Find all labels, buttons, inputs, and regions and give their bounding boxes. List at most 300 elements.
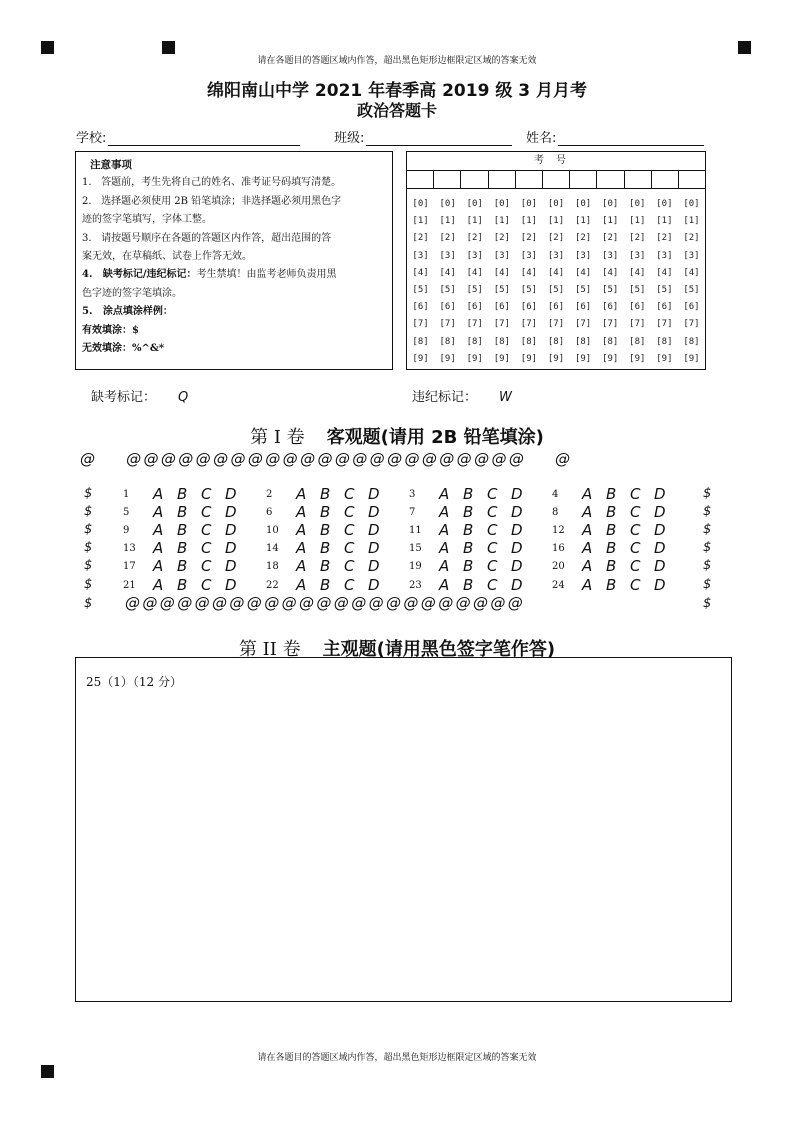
- exam-digit-bubble[interactable]: [4]: [412, 267, 429, 278]
- exam-digit-bubble[interactable]: [0]: [466, 199, 483, 209]
- instruction-3a: 3. 请按题号顺序在各题的答题区内作答，超出范围的答: [82, 232, 332, 244]
- exam-digit-bubble[interactable]: [0]: [439, 199, 456, 209]
- answer-option-bubble[interactable]: C: [201, 485, 212, 503]
- exam-digit-bubble[interactable]: [5]: [547, 284, 565, 295]
- answer-option-bubble[interactable]: D: [225, 503, 237, 521]
- school-input-line[interactable]: [108, 131, 300, 146]
- exam-digit-bubble[interactable]: [2]: [629, 233, 646, 244]
- timing-mark-right: $: [703, 540, 712, 555]
- exam-digit-bubble[interactable]: [3]: [520, 250, 538, 261]
- answer-option-bubble[interactable]: A: [582, 576, 593, 594]
- answer-option-bubble[interactable]: C: [344, 521, 355, 539]
- question-number: 14: [266, 542, 279, 554]
- answer-option-bubble[interactable]: D: [368, 576, 380, 594]
- exam-digit-bubble[interactable]: [7]: [493, 319, 510, 330]
- answer-option-bubble[interactable]: D: [654, 576, 666, 594]
- answer-option-bubble[interactable]: D: [654, 539, 666, 557]
- violation-mark[interactable]: [412, 386, 512, 405]
- page-subtitle: 政治答题卡: [356, 101, 437, 120]
- answer-option-bubble[interactable]: C: [201, 576, 212, 594]
- answer-option-bubble[interactable]: B: [606, 503, 617, 521]
- instruction-3b: 案无效，在草稿纸、试卷上作答无效。: [82, 251, 252, 263]
- exam-digit-bubble[interactable]: [0]: [574, 199, 592, 209]
- exam-digit-bubble[interactable]: [2]: [412, 233, 429, 244]
- exam-digit-bubble[interactable]: [1]: [547, 216, 565, 227]
- question-number: 17: [123, 560, 136, 572]
- exam-digit-bubble[interactable]: [1]: [439, 216, 456, 227]
- answer-option-bubble[interactable]: A: [439, 557, 450, 575]
- exam-number-write-cell[interactable]: [679, 171, 705, 188]
- exam-digit-bubble[interactable]: [5]: [574, 284, 592, 295]
- exam-digit-bubble[interactable]: [3]: [656, 250, 673, 261]
- alignment-marker-bottom-left: [41, 1065, 54, 1078]
- answer-option-bubble[interactable]: B: [606, 521, 617, 539]
- exam-digit-bubble[interactable]: [1]: [493, 216, 510, 227]
- exam-digit-bubble[interactable]: [2]: [493, 233, 510, 244]
- answer-option-bubble[interactable]: B: [177, 539, 188, 557]
- exam-digit-bubble[interactable]: [5]: [656, 284, 673, 295]
- question-number: 24: [552, 579, 565, 591]
- exam-number-column: [515, 196, 542, 368]
- instruction-5: 5. 涂点填涂样例：: [82, 306, 173, 318]
- exam-digit-bubble[interactable]: [3]: [574, 250, 592, 261]
- question-number: 10: [266, 524, 279, 536]
- exam-digit-bubble[interactable]: [3]: [493, 250, 510, 261]
- answer-option-bubble[interactable]: C: [630, 539, 641, 557]
- answer-option-bubble[interactable]: D: [368, 485, 380, 503]
- question-row: [266, 576, 392, 594]
- answer-option-bubble[interactable]: A: [153, 521, 164, 539]
- answer-option-bubble[interactable]: B: [606, 485, 617, 503]
- answer-option-bubble[interactable]: B: [463, 521, 474, 539]
- question-number: 13: [123, 542, 136, 554]
- instruction-4b: 色字迹的签字笔填涂。: [82, 287, 182, 299]
- answer-option-bubble[interactable]: B: [606, 557, 617, 575]
- exam-digit-bubble[interactable]: [9]: [439, 353, 456, 364]
- exam-digit-bubble[interactable]: [4]: [602, 267, 619, 278]
- answer-option-bubble[interactable]: B: [320, 521, 331, 539]
- answer-option-bubble[interactable]: D: [225, 576, 237, 594]
- answer-option-bubble[interactable]: C: [344, 503, 355, 521]
- answer-option-bubble[interactable]: D: [368, 503, 380, 521]
- school-field[interactable]: [76, 127, 300, 146]
- exam-digit-bubble[interactable]: [6]: [493, 302, 510, 313]
- answer-option-bubble[interactable]: B: [320, 503, 331, 521]
- timing-mark-left: $: [84, 522, 93, 537]
- answer-option-bubble[interactable]: B: [463, 485, 474, 503]
- question-number: 20: [552, 560, 565, 572]
- exam-digit-bubble[interactable]: [0]: [656, 199, 673, 209]
- exam-digit-bubble[interactable]: [7]: [683, 319, 700, 330]
- answer-option-bubble[interactable]: C: [344, 557, 355, 575]
- exam-digit-bubble[interactable]: [9]: [629, 353, 646, 364]
- exam-digit-bubble[interactable]: [7]: [602, 319, 619, 330]
- name-field[interactable]: [526, 127, 704, 146]
- exam-digit-bubble[interactable]: [5]: [602, 284, 619, 295]
- answer-area-q25[interactable]: [75, 657, 732, 1002]
- answer-option-bubble[interactable]: B: [463, 576, 474, 594]
- answer-option-bubble[interactable]: D: [511, 576, 523, 594]
- exam-number-write-cell[interactable]: [516, 171, 543, 188]
- exam-digit-bubble[interactable]: [2]: [439, 233, 456, 244]
- class-input-line[interactable]: [366, 131, 512, 146]
- exam-digit-bubble[interactable]: [6]: [439, 302, 456, 313]
- exam-digit-bubble[interactable]: [8]: [574, 336, 592, 347]
- answer-option-bubble[interactable]: B: [320, 539, 331, 557]
- question-row: [266, 503, 392, 521]
- name-label: 姓名:: [526, 131, 557, 146]
- exam-digit-bubble[interactable]: [0]: [520, 199, 538, 209]
- exam-digit-bubble[interactable]: [3]: [547, 250, 565, 261]
- exam-digit-bubble[interactable]: [9]: [602, 353, 619, 364]
- question-number: 16: [552, 542, 565, 554]
- answer-option-bubble[interactable]: B: [177, 521, 188, 539]
- exam-digit-bubble[interactable]: [8]: [683, 336, 700, 347]
- exam-digit-bubble[interactable]: [9]: [574, 353, 592, 364]
- exam-number-write-cell[interactable]: [407, 171, 434, 188]
- answer-option-bubble[interactable]: A: [296, 576, 307, 594]
- exam-digit-bubble[interactable]: [1]: [656, 216, 673, 227]
- exam-number-write-row: [407, 171, 705, 189]
- timing-mark-left: $: [84, 540, 93, 555]
- exam-digit-bubble[interactable]: [9]: [547, 353, 565, 364]
- name-input-line[interactable]: [558, 131, 704, 146]
- question-row: [552, 557, 678, 575]
- exam-number-write-cell[interactable]: [570, 171, 597, 188]
- exam-digit-bubble[interactable]: [8]: [520, 336, 538, 347]
- answer-option-bubble[interactable]: C: [201, 539, 212, 557]
- answer-option-bubble[interactable]: A: [582, 503, 593, 521]
- answer-option-bubble[interactable]: D: [368, 521, 380, 539]
- exam-digit-bubble[interactable]: [8]: [602, 336, 619, 347]
- exam-digit-bubble[interactable]: [4]: [547, 267, 565, 278]
- exam-digit-bubble[interactable]: [9]: [520, 353, 538, 364]
- notice-top: 请在各题目的答题区域内作答，超出黑色矩形边框限定区域的答案无效: [257, 56, 537, 66]
- exam-number-header: 考号: [407, 152, 705, 171]
- answer-option-bubble[interactable]: C: [630, 576, 641, 594]
- exam-digit-bubble[interactable]: [7]: [629, 319, 646, 330]
- question-row: [409, 576, 535, 594]
- answer-option-bubble[interactable]: A: [296, 521, 307, 539]
- answer-option-bubble[interactable]: D: [654, 503, 666, 521]
- answer-option-bubble[interactable]: D: [654, 557, 666, 575]
- exam-number-column: [570, 196, 597, 368]
- instruction-1: 1. 答题前，考生先将自己的姓名、准考证号码填写清楚。: [82, 177, 342, 189]
- timing-mark-right: $: [703, 486, 712, 501]
- class-field[interactable]: [334, 127, 512, 146]
- answer-option-bubble[interactable]: B: [463, 539, 474, 557]
- exam-digit-bubble[interactable]: [4]: [439, 267, 456, 278]
- timing-mark-left: $: [84, 577, 93, 592]
- valid-fill-example: 有效填涂：$: [82, 324, 139, 336]
- answer-option-bubble[interactable]: C: [201, 503, 212, 521]
- answer-option-bubble[interactable]: C: [487, 576, 498, 594]
- answer-option-bubble[interactable]: A: [296, 539, 307, 557]
- question-row: [123, 539, 249, 557]
- invalid-fill-example: 无效填涂：%^&*: [82, 343, 165, 355]
- exam-digit-bubble[interactable]: [8]: [493, 336, 510, 347]
- exam-digit-bubble[interactable]: [9]: [683, 353, 700, 364]
- exam-number-write-cell[interactable]: [597, 171, 624, 188]
- answer-option-bubble[interactable]: B: [177, 576, 188, 594]
- exam-digit-bubble[interactable]: [6]: [574, 302, 592, 313]
- exam-digit-bubble[interactable]: [2]: [574, 233, 592, 244]
- answer-option-bubble[interactable]: C: [630, 557, 641, 575]
- answer-option-bubble[interactable]: B: [606, 539, 617, 557]
- answer-option-bubble[interactable]: D: [225, 557, 237, 575]
- exam-digit-bubble[interactable]: [2]: [466, 233, 483, 244]
- exam-digit-bubble[interactable]: [2]: [602, 233, 619, 244]
- question-row: [409, 503, 535, 521]
- exam-digit-bubble[interactable]: [3]: [412, 250, 429, 261]
- timing-mark-right: $: [703, 522, 712, 537]
- exam-number-write-cell[interactable]: [543, 171, 570, 188]
- exam-number-write-cell[interactable]: [652, 171, 679, 188]
- answer-option-bubble[interactable]: A: [582, 521, 593, 539]
- exam-digit-bubble[interactable]: [4]: [466, 267, 483, 278]
- exam-digit-bubble[interactable]: [5]: [466, 284, 483, 295]
- absent-mark-label: 缺考标记：: [91, 390, 157, 405]
- answer-option-bubble[interactable]: C: [630, 521, 641, 539]
- exam-digit-bubble[interactable]: [6]: [412, 302, 429, 313]
- exam-number-grid: [406, 151, 706, 370]
- answer-option-bubble[interactable]: A: [153, 539, 164, 557]
- exam-digit-bubble[interactable]: [1]: [466, 216, 483, 227]
- answer-option-bubble[interactable]: D: [511, 539, 523, 557]
- exam-digit-bubble[interactable]: [5]: [412, 284, 429, 295]
- exam-digit-bubble[interactable]: [3]: [602, 250, 619, 261]
- exam-digit-bubble[interactable]: [1]: [574, 216, 592, 227]
- question-number: 1: [123, 488, 130, 500]
- question-row: [552, 503, 678, 521]
- exam-digit-bubble[interactable]: [7]: [656, 319, 673, 330]
- instruction-2a: 2. 选择题必须使用 2B 铅笔填涂；非选择题必须用黑色字: [82, 195, 342, 207]
- exam-digit-bubble[interactable]: [6]: [466, 302, 483, 313]
- exam-digit-bubble[interactable]: [0]: [629, 199, 646, 209]
- exam-digit-bubble[interactable]: [5]: [493, 284, 510, 295]
- answer-option-bubble[interactable]: C: [630, 503, 641, 521]
- exam-digit-bubble[interactable]: [9]: [493, 353, 510, 364]
- class-label: 班级:: [334, 131, 365, 146]
- instruction-4a-label: 4. 缺考标记/违纪标记：: [82, 269, 197, 281]
- answer-option-bubble[interactable]: C: [487, 557, 498, 575]
- answer-option-bubble[interactable]: A: [439, 521, 450, 539]
- exam-digit-bubble[interactable]: [8]: [466, 336, 483, 347]
- answer-option-bubble[interactable]: B: [177, 503, 188, 521]
- absent-mark[interactable]: [91, 386, 188, 405]
- exam-digit-bubble[interactable]: [3]: [439, 250, 456, 261]
- exam-digit-bubble[interactable]: [7]: [412, 319, 429, 330]
- exam-digit-bubble[interactable]: [3]: [466, 250, 483, 261]
- answer-option-bubble[interactable]: C: [201, 521, 212, 539]
- exam-digit-bubble[interactable]: [5]: [629, 284, 646, 295]
- exam-digit-bubble[interactable]: [3]: [683, 250, 700, 261]
- exam-digit-bubble[interactable]: [5]: [683, 284, 700, 295]
- exam-digit-bubble[interactable]: [4]: [493, 267, 510, 278]
- exam-number-write-cell[interactable]: [489, 171, 516, 188]
- violation-mark-bubble[interactable]: W: [499, 390, 512, 405]
- answer-option-bubble[interactable]: C: [344, 485, 355, 503]
- exam-digit-bubble[interactable]: [8]: [629, 336, 646, 347]
- answer-option-bubble[interactable]: B: [463, 557, 474, 575]
- exam-digit-bubble[interactable]: [9]: [412, 353, 429, 364]
- exam-digit-bubble[interactable]: [5]: [439, 284, 456, 295]
- exam-digit-bubble[interactable]: [8]: [412, 336, 429, 347]
- exam-number-column: [624, 196, 651, 368]
- answer-option-bubble[interactable]: B: [463, 503, 474, 521]
- answer-option-bubble[interactable]: A: [582, 557, 593, 575]
- question-row: [409, 485, 535, 503]
- answer-option-bubble[interactable]: C: [487, 503, 498, 521]
- answer-option-bubble[interactable]: B: [177, 557, 188, 575]
- answer-option-bubble[interactable]: B: [320, 557, 331, 575]
- exam-digit-bubble[interactable]: [0]: [547, 199, 565, 209]
- answer-option-bubble[interactable]: A: [153, 576, 164, 594]
- answer-option-bubble[interactable]: A: [153, 485, 164, 503]
- answer-option-bubble[interactable]: C: [201, 557, 212, 575]
- question-number: 18: [266, 560, 279, 572]
- exam-digit-bubble[interactable]: [7]: [574, 319, 592, 330]
- answer-option-bubble[interactable]: A: [153, 503, 164, 521]
- answer-option-bubble[interactable]: D: [225, 521, 237, 539]
- exam-number-column: [407, 196, 434, 368]
- answer-option-bubble[interactable]: C: [630, 485, 641, 503]
- question-number: 3: [409, 488, 416, 500]
- answer-option-bubble[interactable]: C: [487, 539, 498, 557]
- exam-digit-bubble[interactable]: [0]: [493, 199, 510, 209]
- exam-number-write-cell[interactable]: [625, 171, 652, 188]
- exam-digit-bubble[interactable]: [6]: [547, 302, 565, 313]
- answer-option-bubble[interactable]: C: [487, 485, 498, 503]
- exam-digit-bubble[interactable]: [6]: [602, 302, 619, 313]
- exam-digit-bubble[interactable]: [2]: [520, 233, 538, 244]
- answer-option-bubble[interactable]: D: [511, 521, 523, 539]
- school-label: 学校:: [76, 131, 107, 146]
- question-number: 23: [409, 579, 422, 591]
- exam-digit-bubble[interactable]: [2]: [683, 233, 700, 244]
- exam-number-column: [597, 196, 624, 368]
- answer-option-bubble[interactable]: D: [368, 557, 380, 575]
- answer-option-bubble[interactable]: A: [439, 539, 450, 557]
- answer-option-bubble[interactable]: A: [582, 485, 593, 503]
- answer-option-bubble[interactable]: D: [225, 485, 237, 503]
- exam-digit-bubble[interactable]: [9]: [466, 353, 483, 364]
- section-2-prefix: 第 II 卷: [238, 639, 301, 660]
- answer-option-bubble[interactable]: B: [320, 485, 331, 503]
- exam-digit-bubble[interactable]: [7]: [466, 319, 483, 330]
- answer-option-bubble[interactable]: A: [439, 576, 450, 594]
- answer-option-bubble[interactable]: A: [296, 485, 307, 503]
- answer-option-bubble[interactable]: A: [439, 503, 450, 521]
- exam-digit-bubble[interactable]: [4]: [683, 267, 700, 278]
- exam-digit-bubble[interactable]: [1]: [412, 216, 429, 227]
- question-row: [409, 521, 535, 539]
- answer-option-bubble[interactable]: A: [296, 557, 307, 575]
- exam-digit-bubble[interactable]: [4]: [520, 267, 538, 278]
- exam-digit-bubble[interactable]: [9]: [656, 353, 673, 364]
- exam-digit-bubble[interactable]: [2]: [547, 233, 565, 244]
- exam-digit-bubble[interactable]: [5]: [520, 284, 538, 295]
- exam-number-write-cell[interactable]: [434, 171, 461, 188]
- exam-digit-bubble[interactable]: [4]: [629, 267, 646, 278]
- question-number: 15: [409, 542, 422, 554]
- answer-option-bubble[interactable]: B: [606, 576, 617, 594]
- answer-option-bubble[interactable]: C: [344, 539, 355, 557]
- exam-digit-bubble[interactable]: [8]: [547, 336, 565, 347]
- timing-mark-left: $: [84, 596, 93, 611]
- answer-option-bubble[interactable]: A: [582, 539, 593, 557]
- question-row: [266, 485, 392, 503]
- exam-digit-bubble[interactable]: [6]: [629, 302, 646, 313]
- question-row: [123, 485, 249, 503]
- answer-option-bubble[interactable]: D: [368, 539, 380, 557]
- answer-option-bubble[interactable]: B: [320, 576, 331, 594]
- timing-mark-right: $: [703, 596, 712, 611]
- exam-digit-bubble[interactable]: [6]: [683, 302, 700, 313]
- exam-digit-bubble[interactable]: [0]: [412, 199, 429, 209]
- exam-number-column: [542, 196, 569, 368]
- question-number: 5: [123, 506, 130, 518]
- answer-option-bubble[interactable]: D: [511, 557, 523, 575]
- exam-digit-bubble[interactable]: [4]: [574, 267, 592, 278]
- question-row: [409, 539, 535, 557]
- exam-number-column: [651, 196, 678, 368]
- answer-option-bubble[interactable]: D: [511, 485, 523, 503]
- exam-digit-bubble[interactable]: [1]: [520, 216, 538, 227]
- exam-digit-bubble[interactable]: [2]: [656, 233, 673, 244]
- question-row: [552, 576, 678, 594]
- exam-digit-bubble[interactable]: [0]: [683, 199, 700, 209]
- answer-option-bubble[interactable]: C: [344, 576, 355, 594]
- answer-option-bubble[interactable]: A: [153, 557, 164, 575]
- exam-digit-bubble[interactable]: [0]: [602, 199, 619, 209]
- exam-digit-bubble[interactable]: [6]: [520, 302, 538, 313]
- exam-digit-bubble[interactable]: [7]: [439, 319, 456, 330]
- question-row: [123, 521, 249, 539]
- exam-number-write-cell[interactable]: [461, 171, 488, 188]
- answer-option-bubble[interactable]: D: [654, 521, 666, 539]
- exam-number-column: [488, 196, 515, 368]
- answer-option-bubble[interactable]: D: [654, 485, 666, 503]
- question-number: 11: [409, 524, 422, 536]
- question-row: [552, 485, 678, 503]
- answer-option-bubble[interactable]: D: [511, 503, 523, 521]
- section-1-title: [0, 423, 794, 449]
- exam-digit-bubble[interactable]: [1]: [602, 216, 619, 227]
- absent-mark-bubble[interactable]: Q: [178, 390, 189, 405]
- answer-option-bubble[interactable]: A: [439, 485, 450, 503]
- exam-digit-bubble[interactable]: [8]: [656, 336, 673, 347]
- exam-digit-bubble[interactable]: [4]: [656, 267, 673, 278]
- exam-digit-bubble[interactable]: [7]: [547, 319, 565, 330]
- exam-digit-bubble[interactable]: [8]: [439, 336, 456, 347]
- answer-option-bubble[interactable]: D: [225, 539, 237, 557]
- exam-digit-bubble[interactable]: [1]: [629, 216, 646, 227]
- question-number: 2: [266, 488, 273, 500]
- answer-option-bubble[interactable]: B: [177, 485, 188, 503]
- answer-option-bubble[interactable]: C: [487, 521, 498, 539]
- exam-digit-bubble[interactable]: [1]: [683, 216, 700, 227]
- exam-digit-bubble[interactable]: [6]: [656, 302, 673, 313]
- exam-digit-bubble[interactable]: [7]: [520, 319, 538, 330]
- question-row: [123, 576, 249, 594]
- question-number: 21: [123, 579, 136, 591]
- question-number: 22: [266, 579, 279, 591]
- answer-option-bubble[interactable]: A: [296, 503, 307, 521]
- exam-digit-bubble[interactable]: [3]: [629, 250, 646, 261]
- timing-mark-right: $: [703, 577, 712, 592]
- question-row: [552, 539, 678, 557]
